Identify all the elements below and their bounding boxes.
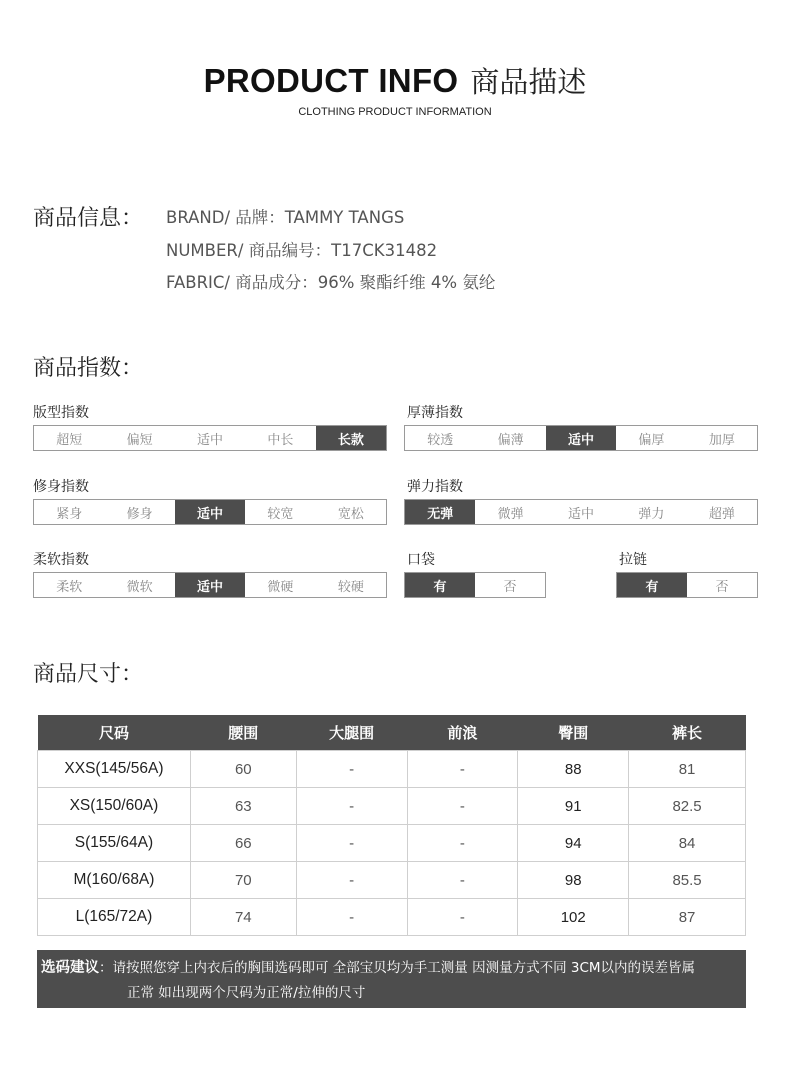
elastic-option: 适中 (568, 506, 595, 522)
cell-hip: 102 (518, 899, 629, 936)
index-section-title: 商品指数： (33, 356, 144, 381)
cell-rise: - (407, 751, 518, 788)
zipper-option: 有 (617, 573, 687, 597)
cell-hip: 88 (518, 751, 629, 788)
fit-label: 版型指数 (33, 405, 89, 421)
slim-option: 修身 (126, 506, 153, 522)
thickness-option: 较透 (427, 432, 454, 448)
advice-label: 选码建议 (41, 960, 99, 976)
number-line: NUMBER/ 商品编号：T17CK31482 (166, 241, 438, 260)
elastic-option: 微弹 (497, 506, 524, 522)
cell-length: 87 (629, 899, 746, 936)
slim-label: 修身指数 (33, 479, 89, 495)
cell-waist: 66 (190, 825, 296, 862)
slim-option: 适中 (175, 500, 245, 524)
slim-option: 较宽 (267, 506, 294, 522)
elastic-label: 弹力指数 (407, 479, 463, 495)
brand-line: BRAND/ 品牌：TAMMY TANGS (166, 208, 405, 227)
cell-length: 84 (629, 825, 746, 862)
page-title (0, 60, 790, 101)
fit-option: 适中 (197, 432, 224, 448)
elastic-scale (404, 499, 758, 525)
pocket-scale (404, 572, 546, 598)
pocket-label: 口袋 (407, 552, 435, 568)
zipper-scale (616, 572, 758, 598)
header-thigh: 大腿围 (296, 715, 407, 751)
advice-line2: 正常 如出现两个尺码为正常/拉伸的尺寸 (127, 985, 366, 1001)
pocket-option: 有 (405, 573, 475, 597)
table-row (38, 825, 746, 862)
header-length: 裤长 (629, 715, 746, 751)
cell-rise: - (407, 899, 518, 936)
cell-length: 82.5 (629, 788, 746, 825)
info-section-title: 商品信息： (33, 206, 144, 231)
elastic-option: 无弹 (405, 500, 475, 524)
thickness-scale (404, 425, 758, 451)
cell-size: M(160/68A) (38, 862, 191, 899)
softness-label: 柔软指数 (33, 552, 89, 568)
cell-hip: 98 (518, 862, 629, 899)
table-row (38, 862, 746, 899)
header-rise: 前浪 (407, 715, 518, 751)
slim-scale (33, 499, 387, 525)
cell-length: 81 (629, 751, 746, 788)
cell-hip: 94 (518, 825, 629, 862)
cell-waist: 63 (190, 788, 296, 825)
cell-thigh: - (296, 788, 407, 825)
softness-option: 适中 (175, 573, 245, 597)
page-subtitle: CLOTHING PRODUCT INFORMATION (298, 106, 492, 118)
zipper-option: 否 (715, 579, 729, 595)
cell-length: 85.5 (629, 862, 746, 899)
fit-option: 超短 (56, 432, 83, 448)
fit-option: 中长 (267, 432, 294, 448)
thickness-option: 偏厚 (638, 432, 665, 448)
softness-option: 柔软 (56, 579, 83, 595)
cell-size: S(155/64A) (38, 825, 191, 862)
slim-option: 宽松 (337, 506, 364, 522)
table-row (38, 751, 746, 788)
fit-option: 长款 (316, 426, 386, 450)
pocket-option: 否 (503, 579, 517, 595)
cell-size: XS(150/60A) (38, 788, 191, 825)
zipper-label: 拉链 (619, 552, 647, 568)
slim-option: 紧身 (56, 506, 83, 522)
thickness-option: 偏薄 (497, 432, 524, 448)
fit-option: 偏短 (126, 432, 153, 448)
thickness-option: 适中 (546, 426, 616, 450)
cell-waist: 74 (190, 899, 296, 936)
fit-scale (33, 425, 387, 451)
cell-waist: 60 (190, 751, 296, 788)
cell-thigh: - (296, 862, 407, 899)
size-advice (37, 950, 746, 1008)
thickness-label: 厚薄指数 (407, 405, 463, 421)
size-section-title: 商品尺寸： (33, 662, 144, 687)
cell-waist: 70 (190, 862, 296, 899)
size-table (37, 715, 746, 936)
thickness-option: 加厚 (708, 432, 735, 448)
cell-rise: - (407, 862, 518, 899)
softness-option: 较硬 (337, 579, 364, 595)
header-waist: 腰围 (190, 715, 296, 751)
cell-thigh: - (296, 751, 407, 788)
title-en: PRODUCT INFO (203, 62, 459, 99)
softness-option: 微软 (126, 579, 153, 595)
table-row (38, 899, 746, 936)
title-cn: 商品描述 (470, 65, 587, 99)
elastic-option: 超弹 (708, 506, 735, 522)
header-hip: 臀围 (518, 715, 629, 751)
cell-size: XXS(145/56A) (38, 751, 191, 788)
cell-size: L(165/72A) (38, 899, 191, 936)
softness-scale (33, 572, 387, 598)
cell-thigh: - (296, 899, 407, 936)
cell-thigh: - (296, 825, 407, 862)
size-table-header (38, 715, 746, 751)
cell-hip: 91 (518, 788, 629, 825)
header-size: 尺码 (38, 715, 191, 751)
softness-option: 微硬 (267, 579, 294, 595)
elastic-option: 弹力 (638, 506, 665, 522)
advice-line1: ：请按照您穿上内衣后的胸围选码即可 全部宝贝均为手工测量 因测量方式不同 3CM以内的误差皆属 (99, 960, 696, 976)
fabric-line: FABRIC/ 商品成分：96% 聚酯纤维 4% 氨纶 (166, 273, 496, 292)
table-row (38, 788, 746, 825)
cell-rise: - (407, 788, 518, 825)
cell-rise: - (407, 825, 518, 862)
